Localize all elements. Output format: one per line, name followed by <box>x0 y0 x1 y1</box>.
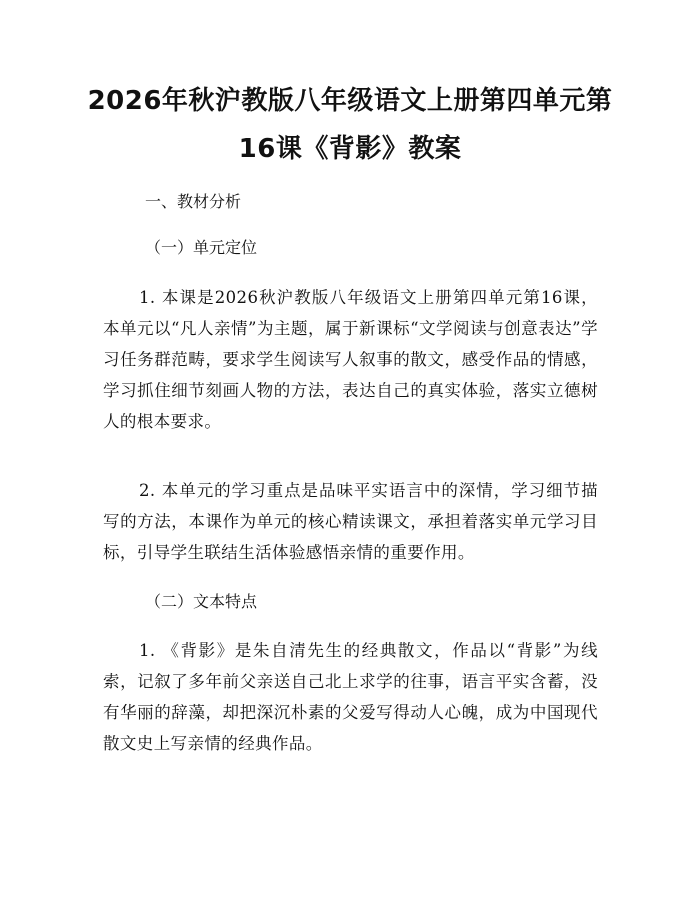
section-heading-textbook-analysis: 一、教材分析 <box>145 192 242 211</box>
document-title-line-1: 2026年秋沪教版八年级语文上册第四单元第 <box>87 86 613 116</box>
document-title-line-2: 16课《背影》教案 <box>238 134 462 164</box>
paragraph-text-features-1: 1. 《背影》是朱自清先生的经典散文，作品以“背影”为线索，记叙了多年前父亲送自己北上求学的往事，语言平实含蓄，没有华丽的辞藻，却把深沉朴素的父爱写得动人心魄，成为中国现代散文史上写亲情的经典作品。 <box>103 641 598 753</box>
subsection-heading-text-features: （二）文本特点 <box>145 592 258 611</box>
paragraph-unit-positioning-2: 2. 本单元的学习重点是品味平实语言中的深情，学习细节描写的方法，本课作为单元的核心精读课文，承担着落实单元学习目标，引导学生联结生活体验感悟亲情的重要作用。 <box>103 481 598 562</box>
subsection-heading-unit-positioning: （一）单元定位 <box>145 238 258 257</box>
paragraph-unit-positioning-1: 1. 本课是2026秋沪教版八年级语文上册第四单元第16课，本单元以“凡人亲情”为主题，属于新课标“文学阅读与创意表达”学习任务群范畴，要求学生阅读写人叙事的散文，感受作品的情感，学习抓住细节刻画人物的方法，表达自己的真实体验，落实立德树人的根本要求。 <box>103 288 598 431</box>
